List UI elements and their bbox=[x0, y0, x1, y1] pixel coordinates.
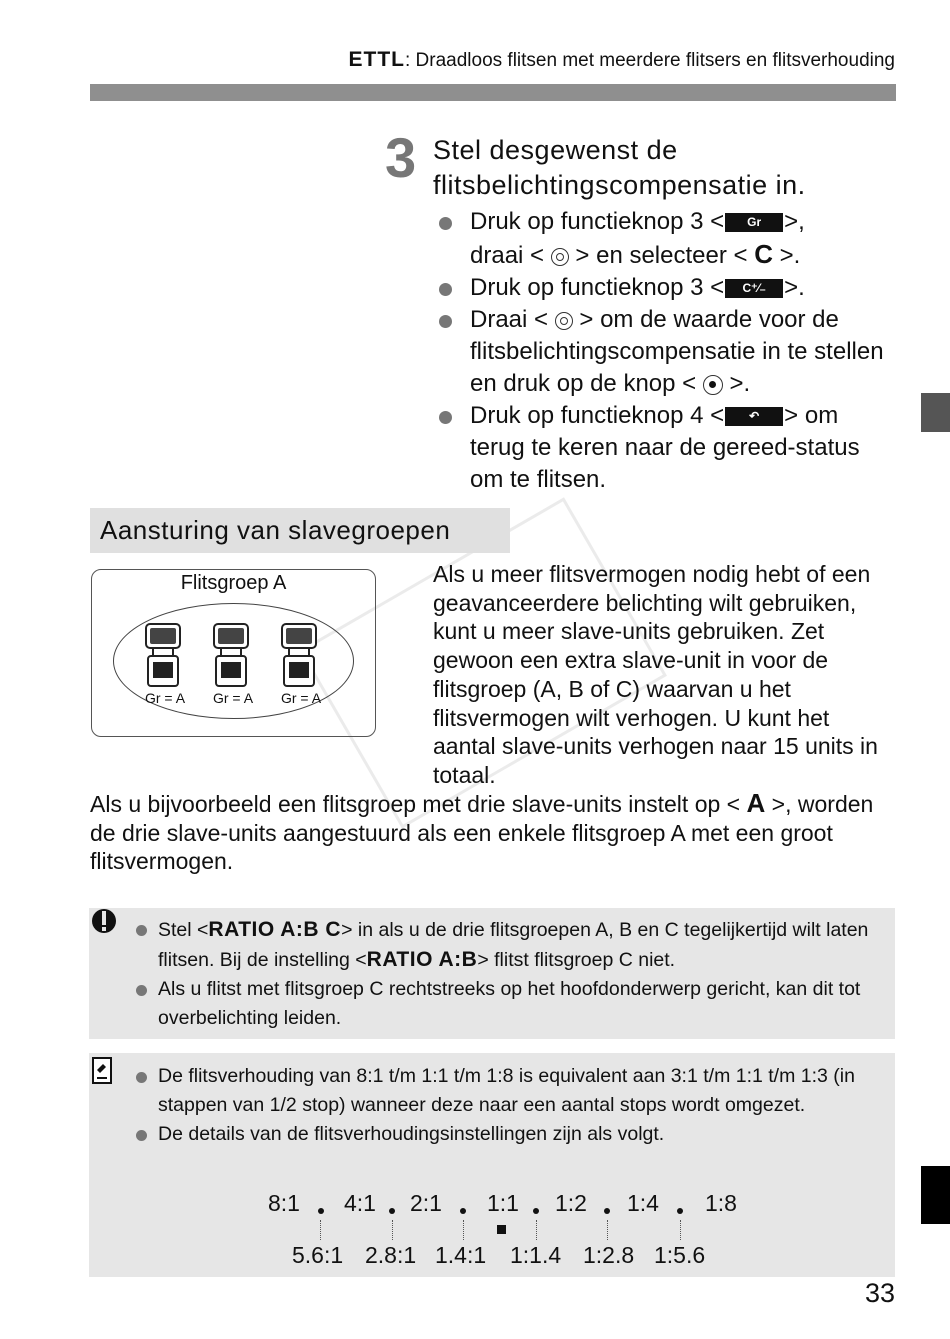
scale-dot bbox=[677, 1208, 683, 1214]
body-text: Als u meer flitsvermogen nodig hebt of een geavanceerdere belichting wilt gebruiken, kunt u meer slave-units gebruiken. Zet gewoon een extra slave-unit in voor de flitsgroep (A, B of C) waarvan u het flitsvermogen wilt verhogen. U kunt het aantal slave-units verhogen naar 15 units in totaal. bbox=[433, 561, 878, 788]
return-button-icon: ↶ bbox=[725, 407, 783, 426]
scale-tick bbox=[463, 1220, 464, 1240]
chapter-tab-marker bbox=[921, 1166, 950, 1224]
caution-list bbox=[134, 915, 884, 1033]
group-a-icon: A bbox=[746, 788, 766, 818]
set-button-icon bbox=[703, 375, 723, 395]
caution-item: Als u flitst met flitsgroep C rechtstreeks op het hoofdonderwerp gericht, kan dit tot overbelichting leiden. bbox=[134, 975, 884, 1033]
header-rule bbox=[90, 84, 896, 101]
ratio-label: 1:8 bbox=[705, 1190, 737, 1216]
unit-group-label: Gr = A bbox=[280, 690, 322, 706]
bullet-item: Druk op functieknop 3 < Gr >, draai < > en selecteer < C >. bbox=[436, 206, 896, 272]
gr-button-icon: Gr bbox=[725, 213, 783, 232]
ratio-ab-code: RATIO A:B bbox=[366, 948, 478, 971]
speedlite-icon bbox=[282, 624, 316, 686]
ratio-label: 1:4 bbox=[627, 1190, 659, 1216]
scale-tick bbox=[536, 1220, 537, 1240]
bullet-item: Draai < > om de waarde voor de flitsbelichtingscompensatie in te stellen en druk op de knop < >. bbox=[436, 304, 896, 400]
speedlite-icon bbox=[146, 624, 180, 686]
scale-dot bbox=[533, 1208, 539, 1214]
header-title: : Draadloos flitsen met meerdere flitsers en flitsverhouding bbox=[404, 50, 895, 71]
ratio-abc-code: RATIO A:B C bbox=[208, 918, 342, 941]
step-number: 3 bbox=[385, 126, 417, 189]
bullet-item: Druk op functieknop 3 < C⁺⁄₋ >. bbox=[436, 272, 896, 304]
ratio-label: 1:1.4 bbox=[510, 1242, 562, 1268]
ratio-label: 1:2 bbox=[555, 1190, 587, 1216]
ratio-label: 1:2.8 bbox=[583, 1242, 635, 1268]
flash-units-illustration bbox=[140, 622, 340, 692]
ratio-label: 2:1 bbox=[410, 1190, 442, 1216]
caution-icon bbox=[91, 908, 119, 936]
step-title: Stel desgewenst de flitsbelichtingscompensatie in. bbox=[433, 135, 806, 200]
note-icon bbox=[91, 1056, 115, 1086]
flash-comp-button-icon: C⁺⁄₋ bbox=[725, 279, 783, 298]
scale-dot bbox=[604, 1208, 610, 1214]
ratio-label: 5.6:1 bbox=[292, 1242, 344, 1268]
ratio-label: 1:5.6 bbox=[654, 1242, 706, 1268]
scale-dot bbox=[318, 1208, 324, 1214]
note-item: De flitsverhouding van 8:1 t/m 1:1 t/m 1:8 is equivalent aan 3:1 t/m 1:1 t/m 1:3 (in stappen van 1/2 stop) wanneer deze naar een aantal stops wordt omgezet. bbox=[134, 1062, 884, 1120]
scale-dot bbox=[389, 1208, 395, 1214]
scale-tick bbox=[320, 1220, 321, 1240]
ettl-mode-label: ETTL bbox=[348, 48, 405, 71]
ratio-label: 1.4:1 bbox=[435, 1242, 487, 1268]
scale-tick bbox=[392, 1220, 393, 1240]
ratio-label: 1:1 bbox=[487, 1190, 519, 1216]
ratio-label: 8:1 bbox=[268, 1190, 300, 1216]
group-c-icon: C bbox=[754, 239, 773, 269]
center-marker bbox=[497, 1225, 506, 1234]
dial-icon bbox=[551, 248, 569, 266]
note-item: De details van de flitsverhoudingsinstellingen zijn als volgt. bbox=[134, 1120, 884, 1149]
scale-tick bbox=[607, 1220, 608, 1240]
section-title: Aansturing van slavegroepen bbox=[90, 508, 510, 553]
chapter-tab-marker bbox=[921, 393, 950, 432]
page-number: 33 bbox=[864, 1278, 895, 1308]
unit-group-label: Gr = A bbox=[144, 690, 186, 706]
scale-tick bbox=[680, 1220, 681, 1240]
note-list bbox=[134, 1062, 884, 1149]
figure-label: Flitsgroep A bbox=[180, 572, 287, 594]
example-paragraph: Als u bijvoorbeeld een flitsgroep met drie slave-units instelt op < A >, worden de drie slave-units aangestuurd als een enkele flitsgroep A met een groot flitsvermogen. bbox=[90, 788, 874, 875]
ratio-label: 2.8:1 bbox=[365, 1242, 417, 1268]
bullet-item: Druk op functieknop 4 < ↶ > om terug te keren naar de gereed-status om te flitsen. bbox=[436, 400, 896, 496]
speedlite-icon bbox=[214, 624, 248, 686]
unit-group-label: Gr = A bbox=[212, 690, 254, 706]
page-header bbox=[90, 48, 895, 72]
dial-icon bbox=[555, 312, 573, 330]
scale-dot bbox=[460, 1208, 466, 1214]
caution-item: Stel <RATIO A:B C> in als u de drie flitsgroepen A, B en C tegelijkertijd wilt laten flitsen. Bij de instelling <RATIO A:B> flitst flitsgroep C niet. bbox=[134, 915, 884, 975]
step-bullets bbox=[436, 206, 896, 496]
ratio-label: 4:1 bbox=[344, 1190, 376, 1216]
